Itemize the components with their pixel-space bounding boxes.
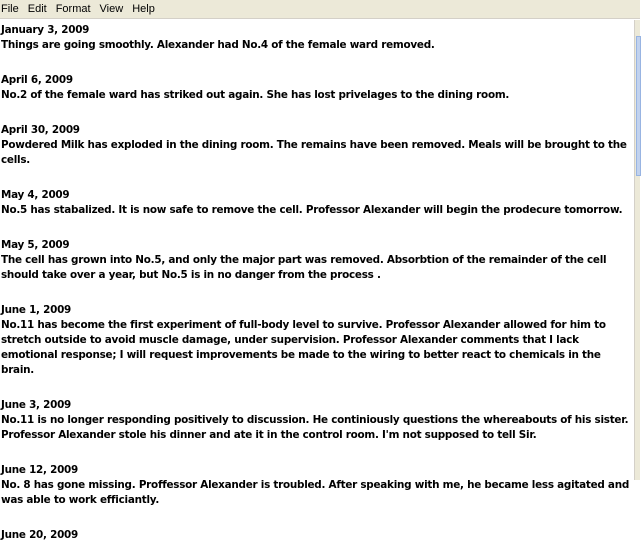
log-entry — [0, 73, 634, 103]
entry-date: May 5, 2009 — [1, 239, 70, 251]
log-entry — [0, 123, 634, 168]
entry-text: Powdered Milk has exploded in the dining room. The remains have been removed. Meals will be brought to the cells. — [1, 139, 627, 166]
entry-text: The cell has grown into No.5, and only the major part was removed. Absorbtion of the remainder of the cell should take over a year, but No.5 is in no danger from the process . — [1, 254, 607, 281]
entry-text: No. 8 has gone missing. Proffessor Alexander is troubled. After speaking with me, he became less agitated and was able to work efficiantly. — [1, 479, 630, 506]
entry-date: April 6, 2009 — [1, 74, 73, 86]
menu-view[interactable]: View — [99, 2, 124, 15]
menu-file[interactable]: File — [1, 2, 19, 15]
log-entry — [0, 398, 634, 443]
entry-date: January 3, 2009 — [1, 24, 90, 36]
entry-text: Things are going smoothly. Alexander had No.4 of the female ward removed. — [1, 39, 435, 51]
entry-date: June 12, 2009 — [1, 464, 79, 476]
log-entry — [0, 463, 634, 508]
entry-text: No.2 of the female ward has striked out again. She has lost privelages to the dining room. — [1, 89, 510, 101]
log-entry — [0, 188, 634, 218]
document-text-area[interactable] — [0, 20, 634, 541]
entry-date: June 20, 2009 — [1, 529, 79, 541]
entry-date: June 1, 2009 — [1, 304, 72, 316]
menu-format[interactable]: Format — [55, 2, 91, 15]
entry-text: No.11 is no longer responding positively to discussion. He continiously questions the whereabouts of his sister. Professor Alexander stole his dinner and ate it in the control room. I'm not supposed to tell Sir. — [1, 414, 629, 441]
entry-date: May 4, 2009 — [1, 189, 70, 201]
menu-bar — [0, 0, 640, 19]
entry-date: June 3, 2009 — [1, 399, 72, 411]
log-entry — [0, 528, 634, 543]
log-entry — [0, 23, 634, 53]
entry-date: April 30, 2009 — [1, 124, 80, 136]
log-entry — [0, 238, 634, 283]
scrollbar-thumb[interactable] — [636, 36, 641, 176]
entry-text: No.11 has become the first experiment of full-body level to survive. Professor Alexander allowed for him to stretch outside to avoid muscle damage, under supervision. Professor Alexander comments that I lack emotional response; I will request improvements be made to the wiring to better react to chemicals in the brain. — [1, 319, 606, 376]
log-entry — [0, 303, 634, 378]
menu-edit[interactable]: Edit — [27, 2, 47, 15]
vertical-scrollbar[interactable] — [634, 20, 640, 480]
entry-text: No.5 has stabalized. It is now safe to remove the cell. Professor Alexander will begin the prodecure tomorrow. — [1, 204, 623, 216]
menu-help[interactable]: Help — [132, 2, 155, 15]
